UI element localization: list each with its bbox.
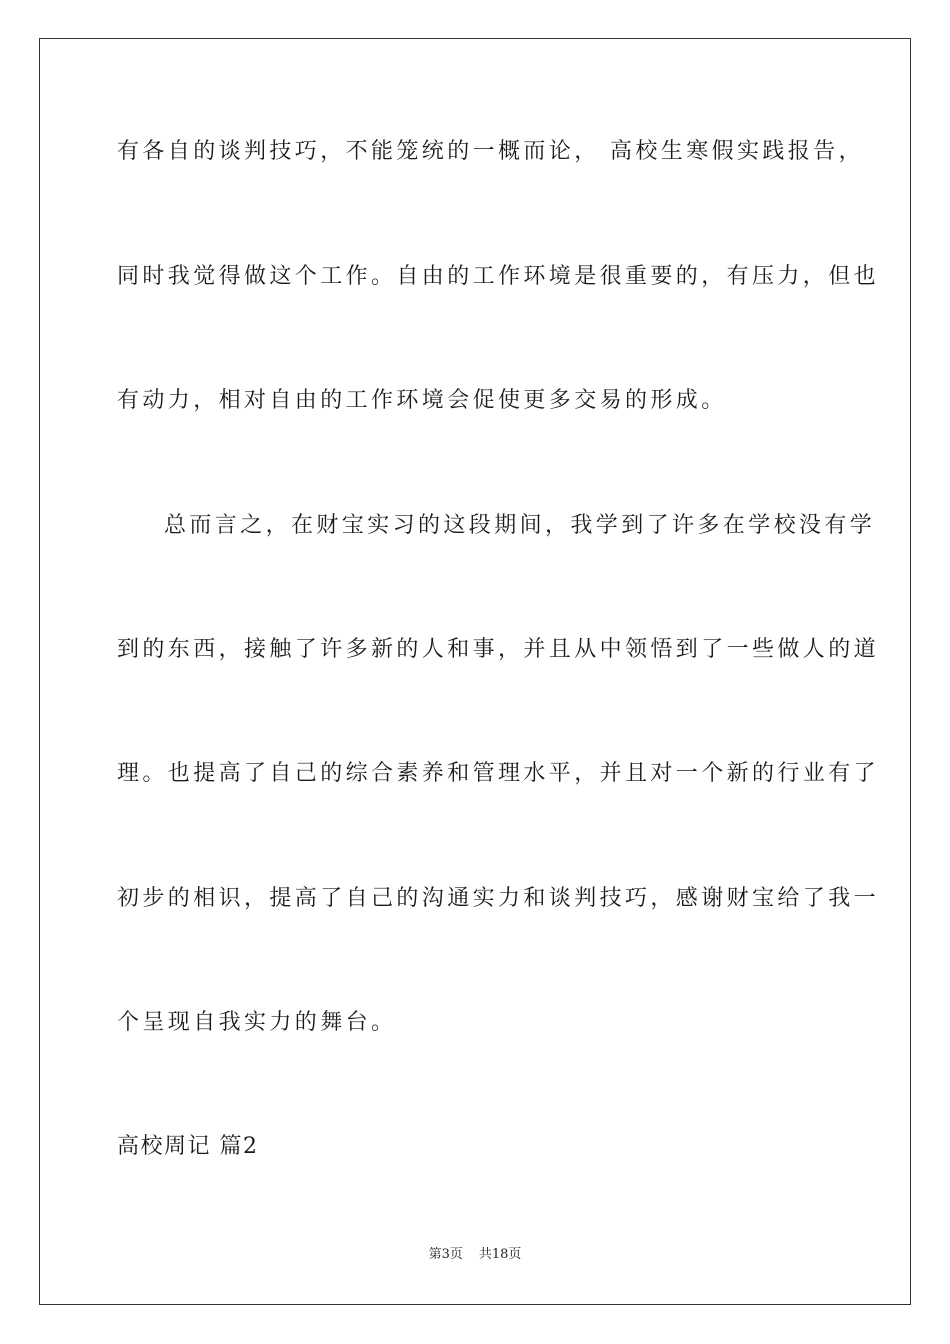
text-line-2: 同时我觉得做这个工作。自由的工作环境是很重要的，有压力，但也 [117,264,880,289]
text-line-6: 理。也提高了自己的综合素养和管理水平，并且对一个新的行业有了 [117,761,880,786]
text-line-7: 初步的相识，提高了自己的沟通实力和谈判技巧，感谢财宝给了我一 [117,886,880,911]
page-footer [0,1246,950,1264]
text-line-3: 有动力，相对自由的工作环境会促使更多交易的形成。 [117,388,727,413]
page-border [39,38,911,1305]
page-total: 共18页 [478,1247,522,1262]
text-line-4-paragraph-start: 总而言之，在财宝实习的这段期间，我学到了许多在学校没有学 [164,513,876,538]
text-line-8: 个呈现自我实力的舞台。 [117,1010,397,1035]
page-number: 第3页 [428,1247,463,1262]
text-line-1: 有各自的谈判技巧，不能笼统的一概而论， 高校生寒假实践报告， [117,139,864,164]
section-heading: 高校周记 篇2 [117,1134,259,1159]
text-line-5: 到的东西，接触了许多新的人和事，并且从中领悟到了一些做人的道 [117,637,880,662]
